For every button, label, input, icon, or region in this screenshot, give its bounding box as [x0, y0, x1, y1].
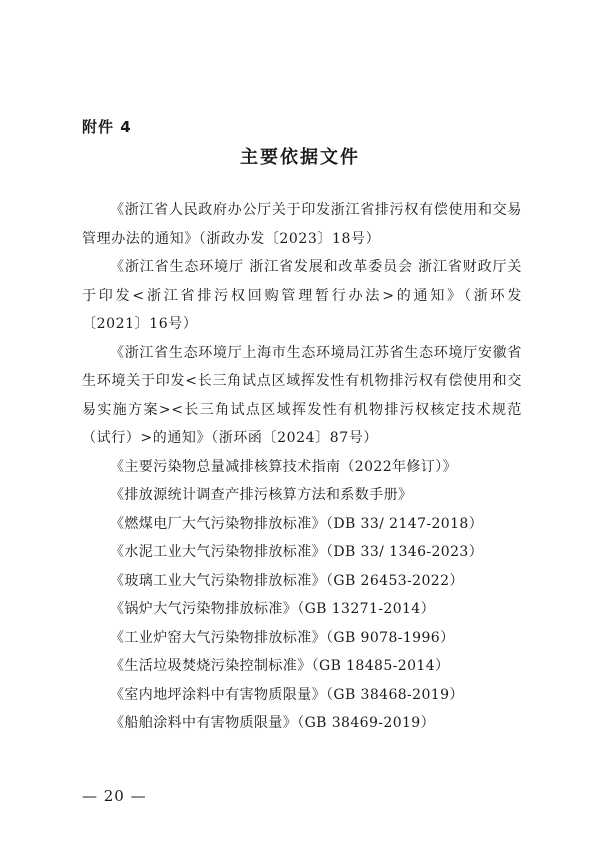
reference-item: 《玻璃工业大气污染物排放标准》（GB 26453-2022）	[110, 572, 464, 589]
reference-item: 《燃煤电厂大气污染物排放标准》（DB 33/ 2147-2018）	[110, 515, 484, 532]
page-number: — 20 —	[82, 787, 147, 805]
reference-item: 《工业炉窑大气污染物排放标准》（GB 9078-1996）	[110, 629, 455, 646]
reference-item: 《主要污染物总量减排核算技术指南（2022年修订）》	[110, 458, 458, 475]
reference-list	[82, 196, 522, 738]
reference-item: 《生活垃圾焚烧污染控制标准》（GB 18485-2014）	[110, 658, 450, 674]
reference-item: 《锅炉大气污染物排放标准》（GB 13271-2014）	[110, 601, 436, 617]
reference-item: 《船舶涂料中有害物质限量》（GB 38469-2019）	[110, 715, 436, 731]
reference-item: 《浙江省生态环境厅 浙江省发展和改革委员会 浙江省财政厅关于印发<浙江省排污权回购管理暂行办法>的通知》（浙环发〔2021〕16号）	[82, 259, 522, 332]
reference-item: 《浙江省人民政府办公厅关于印发浙江省排污权有偿使用和交易管理办法的通知》（浙政办发〔2023〕18号）	[82, 202, 522, 247]
reference-item: 《水泥工业大气污染物排放标准》（DB 33/ 1346-2023）	[110, 544, 484, 560]
page-title: 主要依据文件	[240, 147, 360, 168]
reference-item: 《浙江省生态环境厅上海市生态环境局江苏省生态环境厅安徽省生环境关于印发<长三角试点区域挥发性有机物排污权有偿使用和交易实施方案><长三角试点区域挥发性有机物排污权核定技术规范（试行）>的通知》（浙环函〔2024〕87号）	[82, 344, 522, 446]
attachment-label: 附件 4	[82, 118, 132, 136]
reference-item: 《排放源统计调查产排污核算方法和系数手册》	[110, 487, 413, 503]
reference-item: 《室内地坪涂料中有害物质限量》（GB 38468-2019）	[110, 686, 464, 703]
